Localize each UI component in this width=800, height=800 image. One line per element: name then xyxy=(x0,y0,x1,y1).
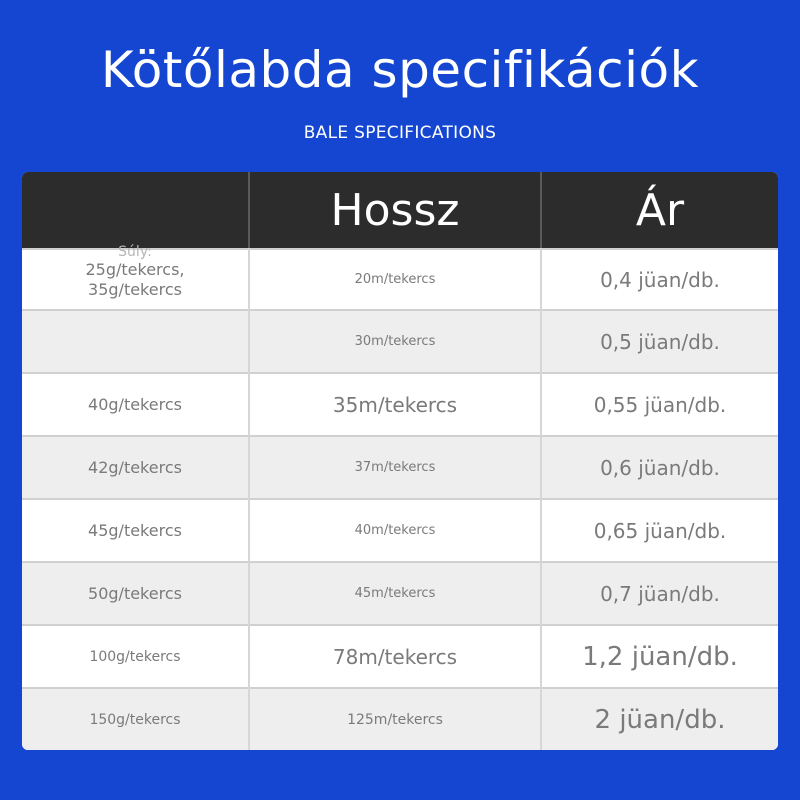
cell-weight: 150g/tekercs xyxy=(89,711,181,728)
cell-price: 0,7 jüan/db. xyxy=(600,581,720,606)
cell-price: 0,55 jüan/db. xyxy=(593,392,727,417)
cell-price: 1,2 jüan/db. xyxy=(582,641,738,672)
cell-weight: 42g/tekercs xyxy=(88,457,182,477)
header-divider xyxy=(540,172,542,248)
column-divider xyxy=(540,172,542,750)
header-divider xyxy=(248,172,250,248)
page-title: Kötőlabda specifikációk xyxy=(100,41,700,99)
header-weight xyxy=(22,172,248,248)
spec-table xyxy=(22,172,778,750)
cell-weight xyxy=(22,311,248,372)
cell-length: 37m/tekercs xyxy=(354,459,436,475)
cell-length: 20m/tekercs xyxy=(354,271,436,287)
table-row xyxy=(22,243,778,309)
table-row xyxy=(22,372,778,435)
cell-length: 45m/tekercs xyxy=(354,585,436,601)
cell-price: 0,4 jüan/db. xyxy=(600,267,720,292)
cell-length: 125m/tekercs xyxy=(347,711,443,728)
cell-weight xyxy=(22,243,248,309)
cell-weight: 45g/tekercs xyxy=(88,520,182,540)
cell-weight: 40g/tekercs xyxy=(88,394,182,414)
cell-length: 35m/tekercs xyxy=(332,392,458,417)
weight-value: 25g/tekercs, 35g/tekercs xyxy=(85,259,185,299)
cell-length: 78m/tekercs xyxy=(332,644,458,669)
cell-length: 40m/tekercs xyxy=(354,522,436,538)
table-row xyxy=(22,624,778,687)
table-row xyxy=(22,687,778,750)
table-row xyxy=(22,498,778,561)
table-row xyxy=(22,561,778,624)
cell-weight: 50g/tekercs xyxy=(88,583,182,603)
cell-price: 0,5 jüan/db. xyxy=(600,329,720,354)
table-row xyxy=(22,435,778,498)
cell-price: 0,65 jüan/db. xyxy=(593,518,727,543)
header-price: Ár xyxy=(635,184,685,236)
cell-price: 2 jüan/db. xyxy=(594,704,726,735)
cell-length: 30m/tekercs xyxy=(354,333,436,349)
table-header xyxy=(22,172,778,248)
table-row xyxy=(22,309,778,372)
weight-label: Súly: xyxy=(118,243,152,260)
header-length: Hossz xyxy=(330,184,460,236)
column-divider xyxy=(248,172,250,750)
cell-weight: 100g/tekercs xyxy=(89,648,181,665)
page-subtitle: BALE SPECIFICATIONS xyxy=(303,123,497,143)
cell-price: 0,6 jüan/db. xyxy=(600,455,720,480)
